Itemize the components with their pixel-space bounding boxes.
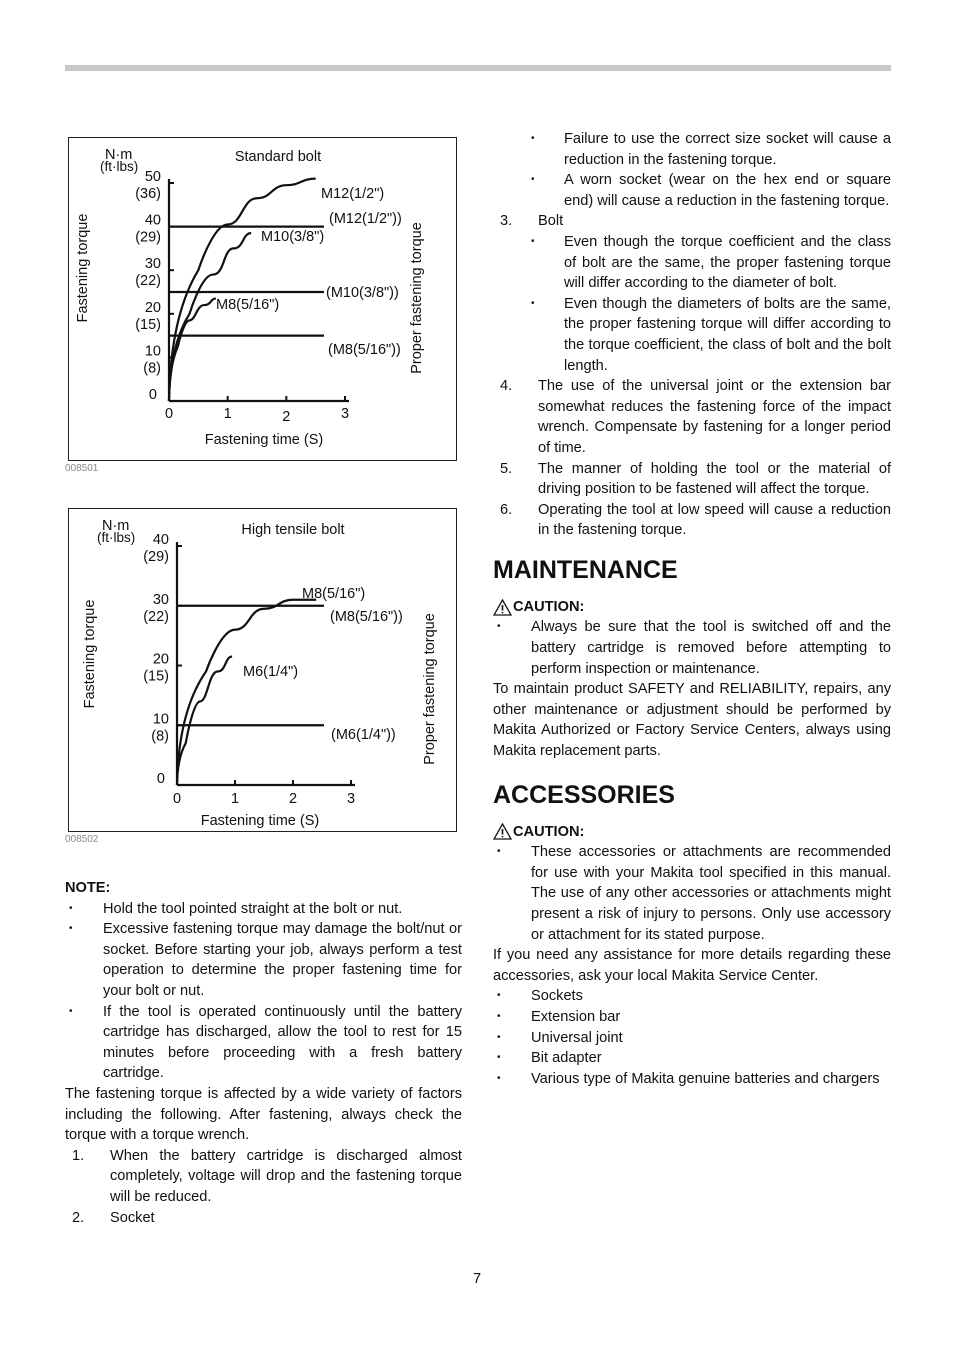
left-column <box>65 878 462 1228</box>
chart-id-label: 008501 <box>65 463 99 474</box>
series-curve <box>177 600 316 785</box>
y-tick-label: 10 <box>144 343 161 360</box>
series-label: M10(3/8") <box>261 229 325 245</box>
accessory-list-item: • Various type of Makita genuine batteries and chargers <box>497 1070 880 1087</box>
x-tick-label: 1 <box>223 406 232 422</box>
y-tick-sub-label: (29) <box>143 549 169 565</box>
page-number: 7 <box>472 1271 482 1287</box>
y-unit-sub-label: (ft·lbs) <box>100 159 139 174</box>
maintenance-heading: MAINTENANCE <box>493 555 678 584</box>
y-tick-label: 50 <box>144 169 161 185</box>
numbered-item: 1. When the battery cartridge is discharged almost completely, voltage will drop and the fastening torque will be reduced. <box>72 1147 462 1205</box>
bolt-bullet: • Even though the torque coefficient and the class of bolt are the same, the proper fastening torque will differ according to the diameter of bolt. <box>531 233 891 292</box>
maintenance-bullet: • Always be sure that the tool is switched off and the battery cartridge is removed before attempting to perform inspection or maintenance. <box>497 619 891 677</box>
series-curve <box>169 233 251 401</box>
numbered-item: 4. The use of the universal joint or the extension bar somewhat reduces the fastening force of the impact wrench. Compensate by fastening for a longer period of time. <box>500 378 891 456</box>
y-tick-sub-label: (22) <box>143 608 169 625</box>
y-unit-sub-label: (ft·lbs) <box>97 530 136 545</box>
x-axis-label: Fastening time (S) <box>200 813 320 829</box>
chart-high-tensile-bolt <box>68 508 457 832</box>
numbered-item: 5. The manner of holding the tool or the material of driving position to be fastened will affect the torque. <box>500 460 891 498</box>
x-tick-label: 0 <box>164 406 174 422</box>
chart-title: High tensile bolt <box>241 522 345 538</box>
accessory-list-item: • Bit adapter <box>497 1050 602 1067</box>
numbered-item: 3. Bolt <box>500 213 564 230</box>
y-tick-label: 30 <box>144 256 161 273</box>
x-axis-label: Fastening time (S) <box>204 432 324 448</box>
accessories-caution: CAUTION: <box>493 822 891 843</box>
chart-id-label: 008502 <box>65 834 99 845</box>
note-heading: NOTE: <box>65 880 111 896</box>
y-tick-sub-label: (22) <box>135 273 161 290</box>
series-label: M6(1/4") <box>243 664 299 680</box>
chart-standard-bolt <box>68 137 457 461</box>
maintenance-caution: CAUTION: <box>493 597 891 618</box>
accessories-heading: ACCESSORIES <box>493 780 675 809</box>
y-axis-label: Fastening torque <box>82 599 98 709</box>
proper-torque-label: (M8(5/16")) <box>330 609 403 625</box>
y-tick-sub-label: (8) <box>143 360 161 377</box>
x-tick-label: 0 <box>172 791 182 807</box>
y-tick-sub-label: (15) <box>143 668 169 685</box>
y-tick-label: 20 <box>152 651 169 668</box>
series-label: M12(1/2") <box>321 186 385 202</box>
y-tick-label: 40 <box>152 532 169 548</box>
y-tick-sub-label: (8) <box>151 728 169 745</box>
x-tick-label: 2 <box>282 409 291 425</box>
accessories-bullet: • These accessories or attachments are recommended for use with your Makita tool specified in this manual. The use of any other accessories or attachments might present a risk of injury to persons. Only use accessory or attachment for its stated purpose. <box>497 844 891 943</box>
y-tick-label: 0 <box>156 771 165 787</box>
note-bullet: • Hold the tool pointed straight at the bolt or nut. <box>69 900 403 917</box>
series-label: M8(5/16") <box>302 586 366 602</box>
y-axis-label: Fastening torque <box>75 213 91 323</box>
y-tick-label: 10 <box>152 711 169 728</box>
y-tick-label: 30 <box>152 591 169 608</box>
proper-torque-label: (M6(1/4")) <box>331 727 396 743</box>
header-rule <box>65 65 891 71</box>
series-curve <box>169 299 216 401</box>
proper-torque-label: (M12(1/2")) <box>329 211 402 227</box>
note-bullet: • Excessive fastening torque may damage the bolt/nut or socket. Before starting your job, always perform a test operation to determine the proper fastening time for your bolt or nut. <box>69 921 462 999</box>
numbered-item: 6. Operating the tool at low speed will cause a reduction in the fastening torque. <box>500 501 891 539</box>
proper-torque-label: (M10(3/8")) <box>326 285 399 301</box>
accessories-paragraph: If you need any assistance for more details regarding these accessories, ask your local Makita Service Center. <box>493 947 891 984</box>
chart-title: Standard bolt <box>234 149 322 165</box>
socket-bullet: • A worn socket (wear on the hex end or square end) will cause a reduction in the fastening torque. <box>531 172 891 209</box>
bolt-bullet: • Even though the diameters of bolts are the same, the proper fastening torque will differ according to the torque coefficient, the class of bolt and the bolt length. <box>531 295 891 374</box>
right-column <box>493 129 891 1089</box>
note-bullet: • If the tool is operated continuously until the battery cartridge has discharged, allow the tool to rest for 15 minutes before proceeding with a fresh battery cartridge. <box>69 1003 462 1082</box>
accessory-list-item: • Extension bar <box>497 1008 621 1025</box>
intro-paragraph: The fastening torque is affected by a wide variety of factors including the following. After fastening, always check the torque with a torque wrench. <box>65 1085 462 1144</box>
maintenance-paragraph: To maintain product SAFETY and RELIABILITY, repairs, any other maintenance or adjustment should be performed by Makita Authorized or Factory Service Centers, always using Makita replacement parts. <box>493 681 891 760</box>
series-label: M8(5/16") <box>216 297 280 313</box>
accessory-list-item: • Universal joint <box>497 1029 623 1046</box>
y-tick-sub-label: (36) <box>135 186 161 202</box>
y-tick-label: 40 <box>144 212 161 229</box>
y-axis-right-label: Proper fastening torque <box>422 613 438 765</box>
y-unit-label: N·m <box>102 518 130 534</box>
accessory-list-item: • Sockets <box>497 988 583 1005</box>
y-tick-label: 20 <box>144 299 161 316</box>
warning-triangle-icon <box>493 823 512 840</box>
y-unit-label: N·m <box>105 147 133 163</box>
y-tick-sub-label: (15) <box>135 316 161 333</box>
numbered-item: 2. Socket <box>72 1209 155 1226</box>
warning-triangle-icon <box>493 599 512 616</box>
socket-bullet: • Failure to use the correct size socket will cause a reduction in the fastening torque. <box>531 131 891 168</box>
y-tick-sub-label: (29) <box>135 229 161 246</box>
series-curve <box>169 179 316 401</box>
y-axis-right-label: Proper fastening torque <box>409 222 425 374</box>
x-tick-label: 1 <box>230 791 240 807</box>
x-tick-label: 3 <box>346 791 356 807</box>
x-tick-label: 2 <box>288 791 298 807</box>
proper-torque-label: (M8(5/16")) <box>328 342 401 358</box>
y-tick-label: 0 <box>148 387 157 403</box>
x-tick-label: 3 <box>340 406 350 422</box>
